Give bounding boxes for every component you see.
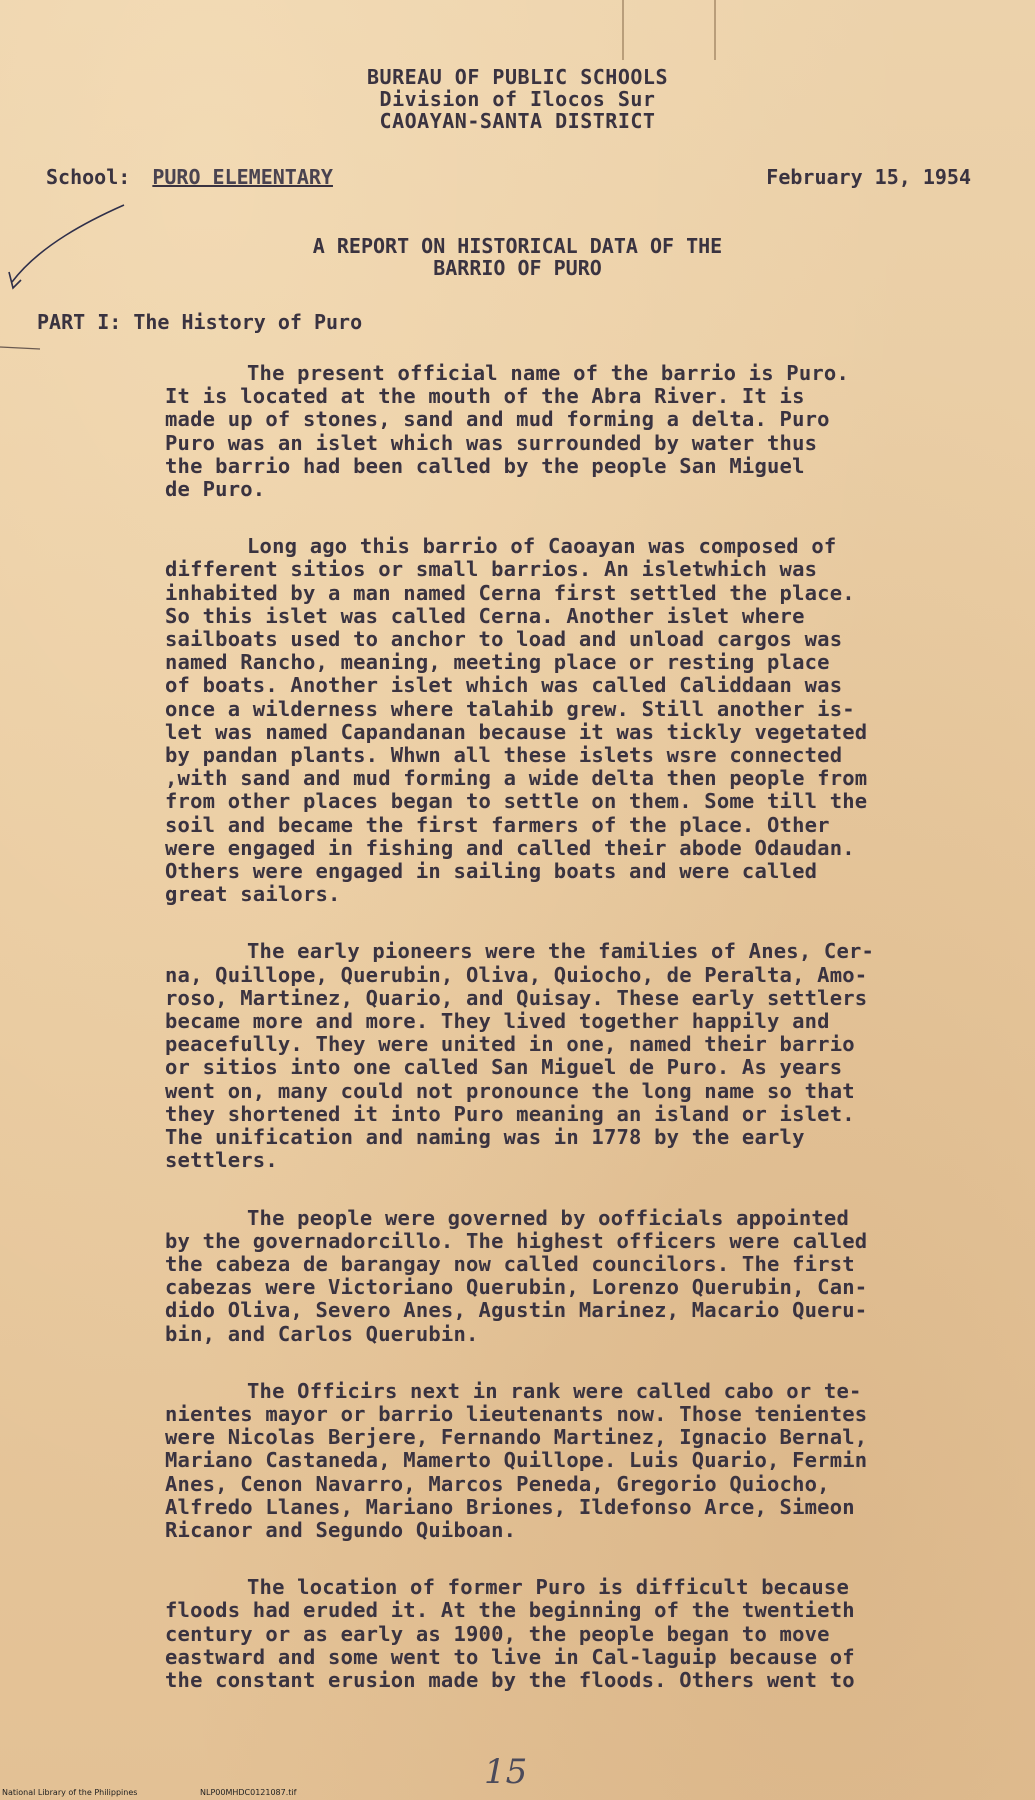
text-line: Ricanor and Segundo Quiboan. <box>165 1517 517 1542</box>
text-line: It is located at the mouth of the Abra River. It is <box>165 384 805 409</box>
footer-archive-label: National Library of the Philippines <box>2 1788 138 1797</box>
text-line: let was named Capandanan because it was tickly vegetated <box>165 719 868 744</box>
paper-fold-line <box>714 0 716 60</box>
text-line: became more and more. They lived together happily and <box>165 1009 830 1034</box>
text-line: by pandan plants. Whwn all these islets wsre connected <box>165 743 843 768</box>
text-line: sailboats used to anchor to load and unload cargos was <box>165 627 843 652</box>
text-line: soil and became the first farmers of the place. Other <box>165 812 830 837</box>
text-line: the barrio had been called by the people San Miguel <box>165 453 805 478</box>
text-line: of boats. Another islet which was called Caliddaan was <box>165 673 843 698</box>
text-line: the constant erusion made by the floods. Others went to <box>165 1667 855 1692</box>
text-line: or sitios into one called San Miguel de Puro. As years <box>165 1055 843 1080</box>
pen-margin-mark-icon <box>0 200 140 360</box>
text-line: roso, Martinez, Quario, and Quisay. These early settlers <box>165 985 868 1010</box>
text-line: by the governadorcillo. The highest officers were called <box>165 1228 868 1253</box>
text-line: So this islet was called Cerna. Another islet where <box>165 603 805 628</box>
text-line: Anes, Cenon Navarro, Marcos Peneda, Gregorio Quiocho, <box>165 1471 830 1496</box>
text-line: bin, and Carlos Querubin. <box>165 1321 479 1346</box>
text-line: Puro was an islet which was surrounded by water thus <box>165 430 818 455</box>
text-line: eastward and some went to live in Cal-laguip because of <box>165 1644 855 1669</box>
school-row <box>46 165 971 189</box>
text-line: The people were governed by oofficials appointed <box>247 1205 850 1230</box>
text-line: na, Quillope, Querubin, Oliva, Quiocho, de Peralta, Amo- <box>165 962 868 987</box>
header-district: CAOAYAN-SANTA DISTRICT <box>379 109 656 133</box>
school-label: School: <box>46 165 131 189</box>
text-line: The present official name of the barrio is Puro. <box>247 361 850 385</box>
text-line: dido Oliva, Severo Anes, Agustin Marinez, Macario Queru- <box>165 1298 868 1323</box>
text-line: settlers. <box>165 1148 278 1173</box>
paper-fold-line <box>622 0 624 60</box>
text-line: great sailors. <box>165 882 341 907</box>
report-title-line1: A REPORT ON HISTORICAL DATA OF THE <box>312 234 723 258</box>
paragraph <box>165 1576 995 1692</box>
text-line: Others were engaged in sailing boats and were called <box>165 859 818 884</box>
paragraph <box>165 1207 995 1346</box>
report-title <box>0 235 1035 279</box>
text-line: Mariano Castaneda, Mamerto Quillope. Luis Quario, Fermin <box>165 1448 868 1473</box>
paragraph <box>165 1380 995 1542</box>
text-line: Long ago this barrio of Caoayan was composed of <box>247 534 837 559</box>
text-line: The early pioneers were the families of Anes, Cer- <box>247 939 875 964</box>
handwritten-page-number: 15 <box>484 1752 528 1792</box>
part-heading: PART I: The History of Puro <box>37 310 363 334</box>
paragraph <box>165 940 995 1172</box>
text-line: inhabited by a man named Cerna first settled the place. <box>165 580 855 605</box>
body-text <box>165 362 995 1726</box>
text-line: the cabeza de barangay now called councilors. The first <box>165 1251 855 1276</box>
text-line: The Officirs next in rank were called cabo or te- <box>247 1378 862 1403</box>
text-line: peacefully. They were united in one, named their barrio <box>165 1032 855 1057</box>
paragraph <box>165 535 995 906</box>
text-line: floods had eruded it. At the beginning of the twentieth <box>165 1598 855 1623</box>
text-line: The location of former Puro is difficult because <box>247 1575 850 1600</box>
header-division: Division of Ilocos Sur <box>379 87 656 111</box>
report-title-line2: BARRIO OF PURO <box>433 256 602 280</box>
text-line: nientes mayor or barrio lieutenants now. Those tenientes <box>165 1401 868 1426</box>
report-date: February 15, 1954 <box>766 165 971 189</box>
text-line: cabezas were Victoriano Querubin, Lorenzo Querubin, Can- <box>165 1275 868 1300</box>
text-line: they shortened it into Puro meaning an island or islet. <box>165 1101 855 1126</box>
paragraph <box>165 362 995 501</box>
text-line: were Nicolas Berjere, Fernando Martinez, Ignacio Bernal, <box>165 1425 868 1450</box>
text-line: century or as early as 1900, the people began to move <box>165 1621 830 1646</box>
school-name: PURO ELEMENTARY <box>152 165 333 189</box>
text-line: once a wilderness where talahib grew. Still another is- <box>165 696 855 721</box>
text-line: from other places began to settle on them. Some till the <box>165 789 868 814</box>
document-header <box>0 66 1035 132</box>
text-line: were engaged in fishing and called their abode Odaudan. <box>165 835 855 860</box>
text-line: different sitios or small barrios. An isletwhich was <box>165 557 818 582</box>
text-line: de Puro. <box>165 477 266 502</box>
text-line: Alfredo Llanes, Mariano Briones, Ildefonso Arce, Simeon <box>165 1494 855 1519</box>
text-line: The unification and naming was in 1778 by the early <box>165 1125 805 1150</box>
footer-file-name: NLP00MHDC0121087.tif <box>200 1788 297 1797</box>
header-bureau: BUREAU OF PUBLIC SCHOOLS <box>367 65 668 89</box>
text-line: ,with sand and mud forming a wide delta then people from <box>165 766 868 791</box>
text-line: went on, many could not pronounce the long name so that <box>165 1078 855 1103</box>
text-line: made up of stones, sand and mud forming a delta. Puro <box>165 407 830 432</box>
text-line: named Rancho, meaning, meeting place or resting place <box>165 650 830 675</box>
